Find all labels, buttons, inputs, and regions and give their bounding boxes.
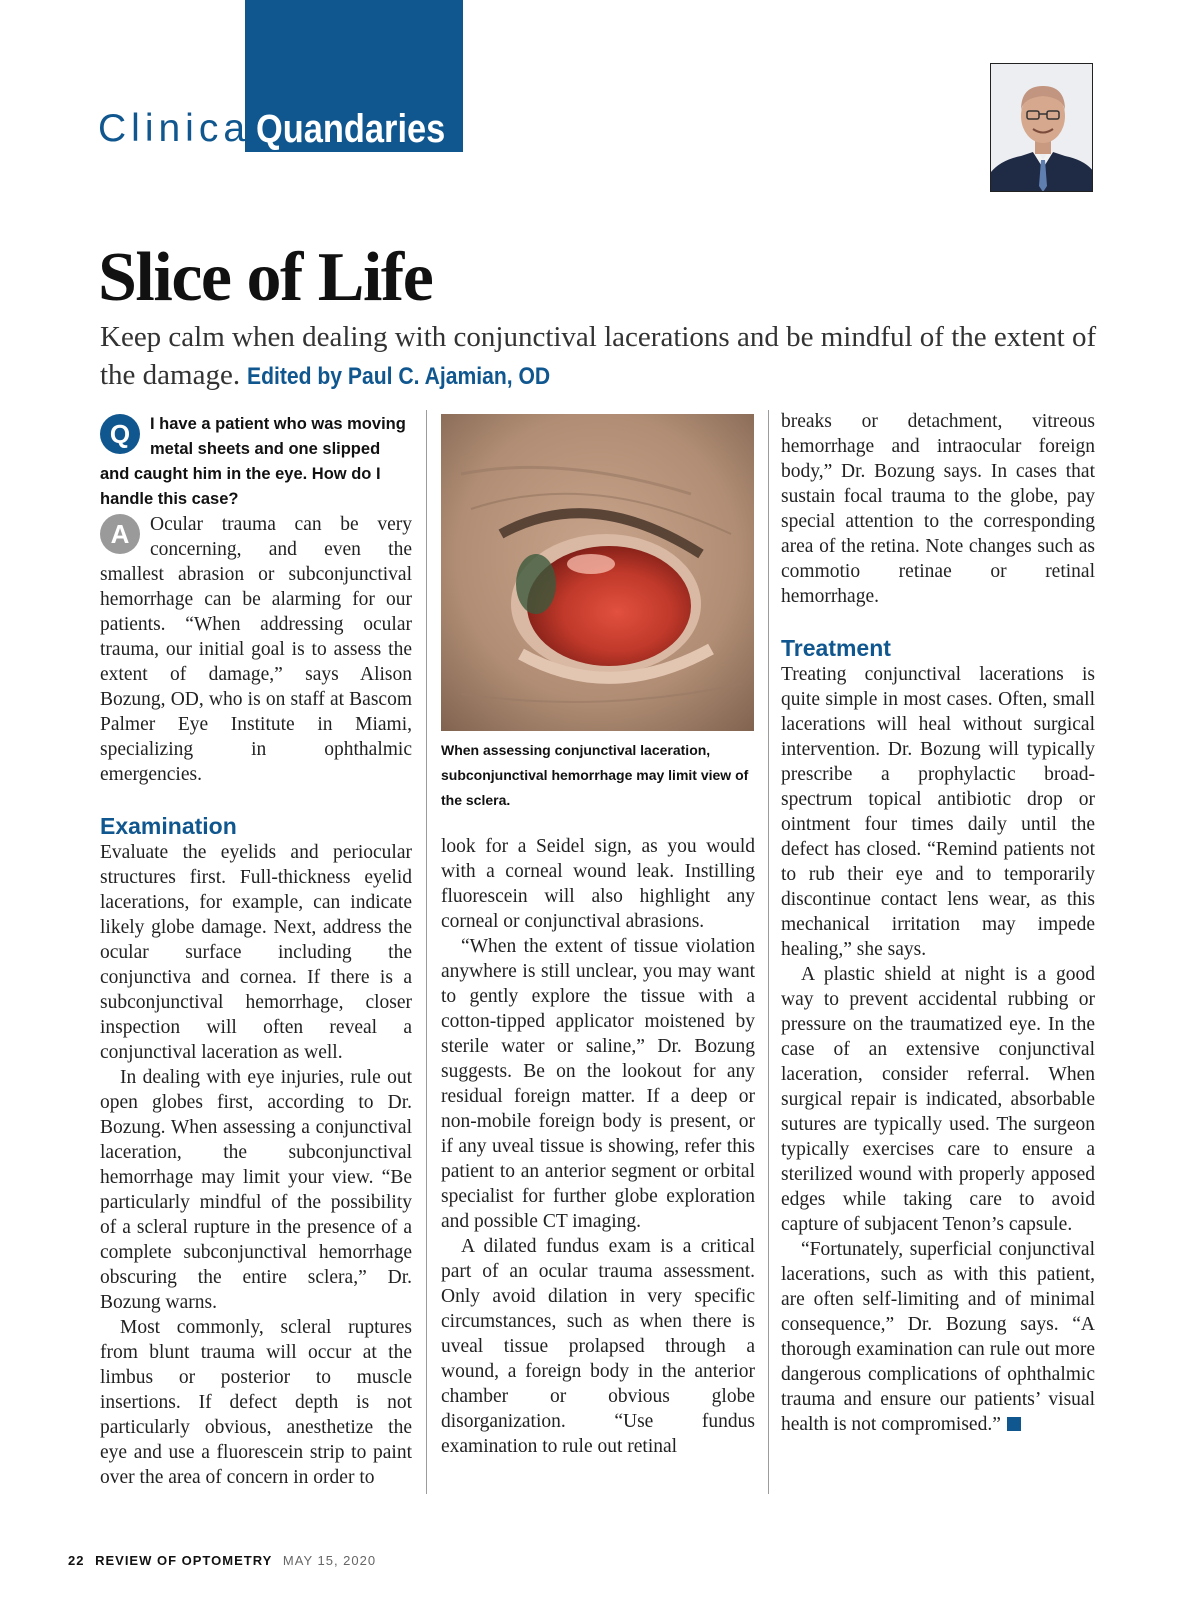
article-column-3 [781, 409, 1095, 1437]
eye-photo [441, 414, 754, 731]
treatment-closing-text: “Fortunately, superficial conjunctival lacerations, such as with this patient, are often self-limiting and of minimal consequence,” Dr. Bozung says. “A thorough examination can rule out more dangerous complications of ophthalmic trauma and ensure our patients’ visual health is not compromised.” [781, 1239, 1095, 1435]
treatment-paragraph: A plastic shield at night is a good way to prevent accidental rubbing or pressure on the traumatized eye. In the case of an extensive conjunctival laceration, consider referral. When surgical repair is indicated, absorbable sutures are typically used. The surgeon typically exercises care to ensure a sterilized wound with properly apposed edges while taking care to avoid capture of subjacent Tenon’s capsule. [781, 964, 1095, 1235]
article-column-2 [441, 834, 755, 1459]
examination-paragraph: look for a Seidel sign, as you would with a corneal wound leak. Instilling fluorescein will also highlight any corneal or conjunctival abrasions. [441, 836, 755, 932]
examination-paragraph: Most commonly, scleral ruptures from blunt trauma will occur at the limbus or posterior to muscle insertions. If defect depth is not particularly obvious, anesthetize the eye and use a fluorescein strip to paint over the area of concern in order to [100, 1317, 412, 1488]
examination-paragraph: “When the extent of tissue violation anywhere is still unclear, you may want to gently explore the tissue with a cotton-tipped applicator moistened by sterile water or saline,” Dr. Bozung suggests. Be on the lookout for any residual foreign matter. If a deep or non-mobile foreign body is present, or if any uveal tissue is showing, refer this patient to an anterior segment or orbital specialist for further globe exploration and possible CT imaging. [441, 936, 755, 1232]
answer-intro: Ocular trauma can be very concerning, and even the smallest abrasion or subconjunctival hemorrhage can be alarming for our patients. “When addressing ocular trauma, our initial goal is to assess the extent of damage,” says Alison Bozung, OD, who is on staff at Bascom Palmer Eye Institute in Miami, specializing in ophthalmic emergencies. [100, 514, 412, 785]
examination-paragraph: A dilated fundus exam is a critical part of an ocular trauma assessment. Only avoid dilation in very specific circumstances, such as when there is uveal tissue prolapsed through a wound, a foreign body in the anterior chamber or obvious globe disorganization. “Use fundus examination to rule out retinal [441, 1236, 755, 1457]
figure-caption: When assessing conjunctival laceration, subconjunctival hemorrhage may limit view of the sclera. [441, 742, 749, 808]
deck-text: Keep calm when dealing with conjunctival lacerations and be mindful of the extent of the damage. [100, 321, 1097, 391]
treatment-paragraph: Treating conjunctival lacerations is quite simple in most cases. Often, small lacerations will heal without surgical intervention. Dr. Bozung will typically prescribe a prophylactic broad-spectrum topical antibiotic drop or ointment four times daily until the defect has closed. “Remind patients not to rub their eye and to temporarily discontinue contact lens wear, as this mechanical irritation may impede healing,” she says. [781, 664, 1095, 960]
article-column-1 [100, 412, 412, 1490]
article-deck [100, 318, 1100, 396]
section-title-light: Clinical [98, 107, 264, 150]
question-text: I have a patient who was moving metal sheets and one slipped and caught him in the eye. How do I handle this case? [100, 415, 406, 508]
examination-paragraph: breaks or detachment, vitreous hemorrhage and intraocular foreign body,” Dr. Bozung says. In cases that sustain focal trauma to the globe, pay special attention to the corresponding area of the retina. Note changes such as commotio retinae or retinal hemorrhage. [781, 411, 1095, 607]
question-badge: Q [100, 414, 140, 454]
answer-badge: A [100, 514, 140, 554]
editor-portrait [990, 63, 1093, 192]
page-number: 22 [68, 1553, 85, 1568]
eye-photo-image [441, 414, 754, 731]
treatment-paragraph [781, 1237, 1095, 1437]
issue-date: MAY 15, 2020 [282, 1553, 377, 1568]
column-divider [426, 410, 427, 1494]
end-of-article-mark [1007, 1417, 1021, 1431]
examination-heading: Examination [100, 813, 237, 839]
column-divider [768, 410, 769, 1494]
examination-paragraph: In dealing with eye injuries, rule out open globes first, according to Dr. Bozung. When assessing a conjunctival laceration, the subconjunctival hemorrhage may limit your view. “Be particularly mindful of the possibility of a scleral rupture in the presence of a complete subconjunctival hemorrhage obscuring the entire sclera,” Dr. Bozung warns. [100, 1067, 412, 1313]
page-footer [68, 1553, 376, 1568]
editor-credit: Edited by Paul C. Ajamian, OD [247, 363, 551, 390]
editor-portrait-photo [991, 64, 1093, 192]
section-title-bold: Quandaries [256, 107, 446, 151]
publication-name: REVIEW OF OPTOMETRY [95, 1553, 273, 1568]
examination-paragraph: Evaluate the eyelids and periocular structures first. Full-thickness eyelid lacerations, for example, can indicate likely globe damage. Next, address the ocular surface including the conjunctiva and cornea. If there is a subconjunctival hemorrhage, closer inspection will often reveal a conjunctival laceration as well. [100, 842, 412, 1063]
article-title: Slice of Life [98, 239, 433, 316]
treatment-heading: Treatment [781, 635, 891, 661]
